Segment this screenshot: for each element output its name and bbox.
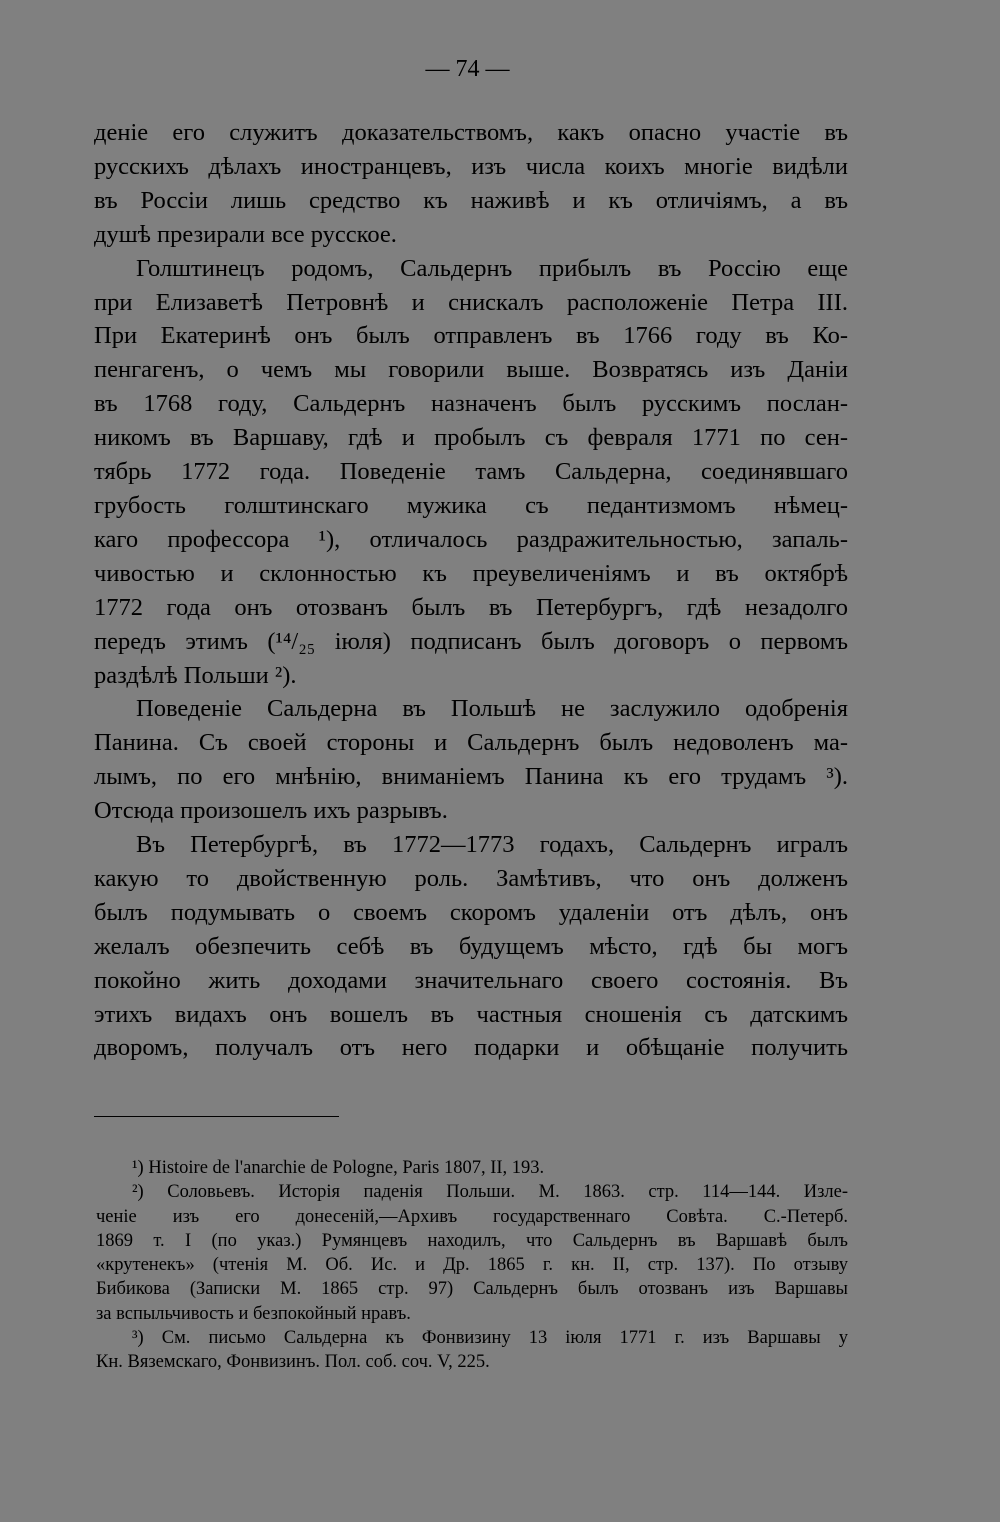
footnote-line: Бибикова (Записки М. 1865 стр. 97) Сальдернъ былъ отозванъ изъ Варшавы [96,1279,848,1300]
main-text [94,116,848,1065]
text-line: никомъ въ Варшаву, гдѣ и пробылъ съ февраля 1771 по сен- [94,424,848,452]
text-line: При Екатеринѣ онъ былъ отправленъ въ 1766 году въ Ко- [94,322,848,350]
footnote-line: Кн. Вяземскаго, Фонвизинъ. Пол. соб. соч. V, 225. [96,1352,490,1373]
footnote-line: ¹) Histoire de l'anarchie de Pologne, Paris 1807, II, 193. [132,1158,545,1178]
text-line: деніе его служитъ доказательствомъ, какъ опасно участіе въ [94,119,848,146]
text-line: лымъ, по его мнѣнію, вниманіемъ Панина къ его трудамъ ³). [94,763,848,791]
footnote-divider [94,1116,339,1117]
footnote-line: ²) Соловьевъ. Исторія паденія Польши. М. 1863. стр. 114—144. Изле- [132,1182,848,1203]
text-line: въ Россіи лишь средство къ наживѣ и къ отличіямъ, а въ [94,186,848,214]
text-line: чивостью и склонностью къ преувеличеніямъ и въ октябрѣ [94,559,848,587]
text-line: передъ этимъ (¹⁴/₂₅ іюля) подписанъ былъ договоръ о первомъ [94,627,848,655]
text-line: былъ подумывать о своемъ скоромъ удаленіи отъ дѣлъ, онъ [94,898,848,926]
text-line: Голштинецъ родомъ, Сальдернъ прибылъ въ Россію еще [136,254,848,282]
text-line: дворомъ, получалъ отъ него подарки и обѣщаніе получить [94,1034,848,1062]
text-line: при Елизаветѣ Петровнѣ и снискалъ расположеніе Петра III. [94,288,848,316]
text-line: Отсюда произошелъ ихъ разрывъ. [94,797,448,825]
text-line: въ 1768 году, Сальдернъ назначенъ былъ русскимъ послан- [94,390,848,418]
page-number: — 74 — [425,56,510,82]
footnote-line: ³) См. письмо Сальдерна къ Фонвизину 13 іюля 1771 г. изъ Варшавы у [132,1328,848,1349]
text-line: каго профессора ¹), отличалось раздражительностью, запаль- [94,525,848,553]
text-line: Поведеніе Сальдерна въ Польшѣ не заслужило одобренія [136,695,848,723]
footnotes [96,1156,848,1375]
text-line: 1772 года онъ отозванъ былъ въ Петербургъ, гдѣ незадолго [94,593,848,621]
text-line: тябрь 1772 года. Поведеніе тамъ Сальдерна, соединявшаго [94,458,848,486]
text-line: какую то двойственную роль. Замѣтивъ, что онъ долженъ [94,864,848,892]
text-line: этихъ видахъ онъ вошелъ въ частныя сношенія съ датскимъ [94,1000,848,1028]
text-line: Въ Петербургѣ, въ 1772—1773 годахъ, Сальдернъ игралъ [136,831,848,859]
footnote-line: ченіе изъ его донесеній,—Архивъ государственнаго Совѣта. С.-Петерб. [96,1206,848,1227]
footnote-line: 1869 т. I (по указ.) Румянцевъ находилъ, что Сальдернъ въ Варшавѣ былъ [96,1230,848,1251]
footnote-line: за вспыльчивость и безпокойный нравъ. [96,1303,411,1324]
text-line: Панина. Съ своей стороны и Сальдернъ былъ недоволенъ ма- [94,729,848,757]
text-line: грубость голштинскаго мужика съ педантизмомъ нѣмец- [94,491,848,519]
footnote-line: «крутенекъ» (чтенія М. Об. Ис. и Др. 1865 г. кн. II, стр. 137). По отзыву [96,1255,848,1276]
text-line: пенгагенъ, о чемъ мы говорили выше. Возвратясь изъ Даніи [94,356,848,384]
text-line: раздѣлѣ Польши ²). [94,661,297,689]
text-line: душѣ презирали все русское. [94,220,397,248]
text-line: желалъ обезпечить себѣ въ будущемъ мѣсто, гдѣ бы могъ [94,932,848,960]
text-line: русскихъ дѣлахъ иностранцевъ, изъ числа коихъ многіе видѣли [94,152,848,180]
text-line: покойно жить доходами значительнаго своего состоянія. Въ [94,966,848,994]
